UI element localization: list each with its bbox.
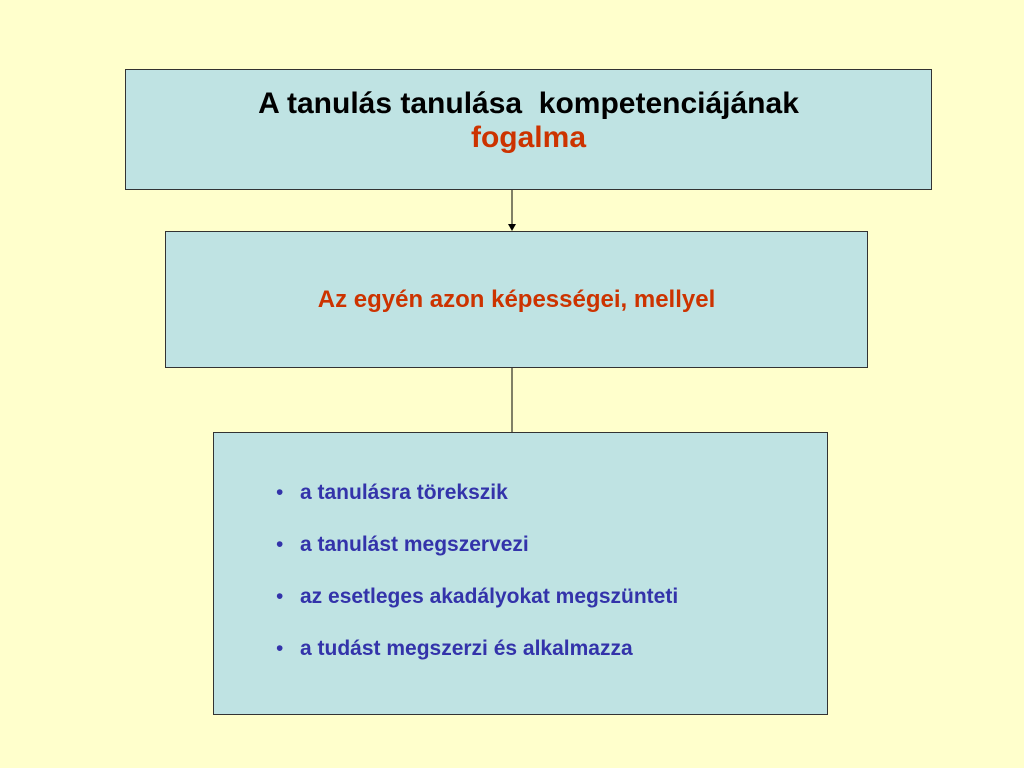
list-item-text: a tudást megszerzi és alkalmazza [300, 637, 633, 660]
list-item [276, 636, 678, 661]
list-item-text: az esetleges akadályokat megszünteti [300, 585, 679, 608]
title-box [125, 69, 932, 190]
title-line-1: A tanulás tanulása kompetenciájának [258, 87, 799, 120]
list-item [276, 584, 678, 609]
bullet-icon: • [276, 481, 284, 504]
bullet-icon: • [276, 637, 284, 660]
list-item-text: a tanulásra törekszik [300, 481, 508, 504]
list-item [276, 480, 678, 505]
list-item-text: a tanulást megszervezi [300, 533, 529, 556]
bullet-icon: • [276, 585, 284, 608]
bullet-list [276, 480, 678, 688]
bullet-icon: • [276, 533, 284, 556]
arrow-head-icon [508, 224, 516, 231]
definition-box [165, 231, 868, 368]
list-item [276, 532, 678, 557]
definition-text: Az egyén azon képességei, mellyel [317, 285, 716, 313]
title-line-2: fogalma [470, 121, 587, 154]
list-box [213, 432, 828, 715]
